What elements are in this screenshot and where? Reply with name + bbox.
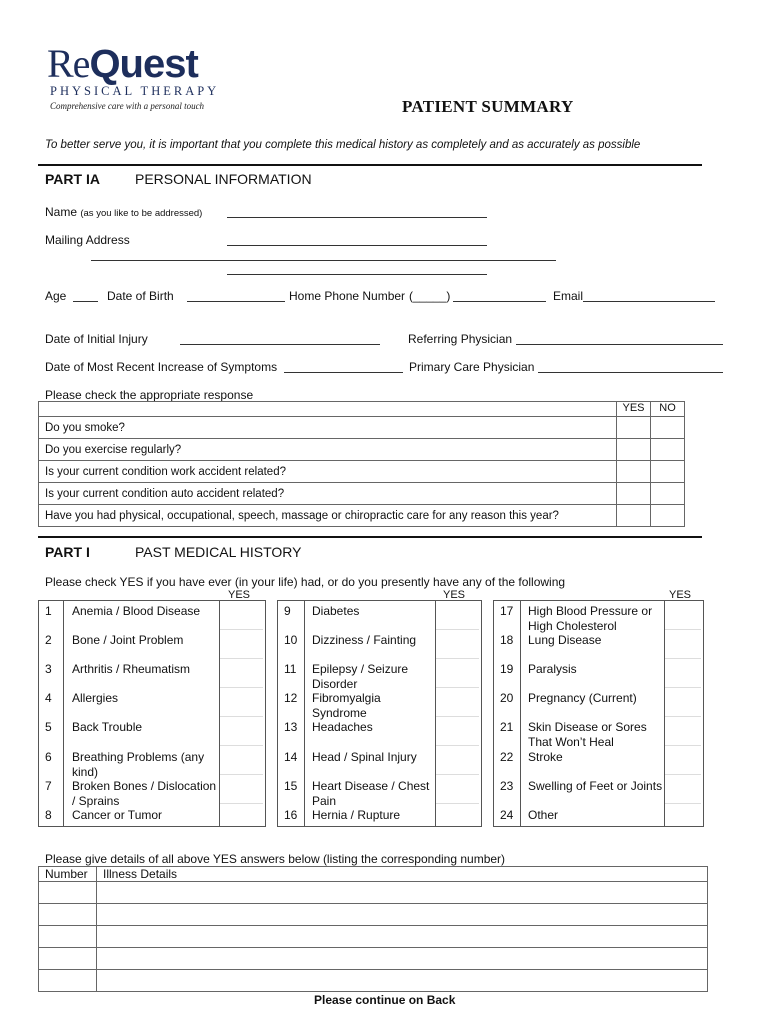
condition-number: 17: [500, 604, 514, 618]
condition-yes-box[interactable]: [665, 629, 701, 658]
condition-number: 19: [500, 662, 514, 676]
name-label: Name (as you like to be addressed): [45, 205, 203, 219]
condition-yes-box[interactable]: [436, 658, 479, 687]
condition-yes-box[interactable]: [436, 774, 479, 803]
initial-injury-field[interactable]: [180, 344, 380, 345]
table-row: [39, 926, 708, 948]
condition-yes-box[interactable]: [665, 658, 701, 687]
condition-yes-box[interactable]: [220, 774, 263, 803]
condition-number: 3: [45, 662, 52, 676]
condition-label: Cancer or Tumor: [72, 808, 163, 822]
question-prior-care: Have you had physical, occupational, speech, massage or chiropractic care for any reason this year?: [39, 505, 617, 527]
condition-yes-box[interactable]: [436, 600, 479, 629]
table-row: [39, 417, 685, 439]
condition-yes-box[interactable]: [665, 600, 701, 629]
yes-header-col1: YES: [228, 589, 251, 601]
work-accident-yes-box[interactable]: [617, 461, 651, 483]
table-row: [39, 505, 685, 527]
condition-yes-box[interactable]: [665, 803, 701, 825]
phone-field[interactable]: [453, 301, 546, 302]
smoke-no-box[interactable]: [651, 417, 685, 439]
exercise-yes-box[interactable]: [617, 439, 651, 461]
condition-number: 4: [45, 691, 52, 705]
footer-note: Please continue on Back: [314, 993, 456, 1007]
condition-label: High Blood Pressure or High Cholesterol: [528, 604, 653, 633]
logo-quest: Quest: [89, 42, 198, 86]
part-i-label: PART I: [45, 544, 90, 560]
condition-number: 6: [45, 750, 52, 764]
mailing-field-2[interactable]: [91, 260, 556, 261]
condition-label: Heart Disease / Chest Pain: [312, 779, 430, 808]
condition-yes-box[interactable]: [665, 716, 701, 745]
yes-header-col2: YES: [443, 589, 466, 601]
table-row: [39, 970, 708, 992]
condition-label: Paralysis: [528, 662, 577, 676]
condition-label: Skin Disease or Sores That Won’t Heal: [528, 720, 647, 749]
table-row: [39, 882, 708, 904]
details-number-cell[interactable]: [39, 926, 97, 948]
condition-number: 18: [500, 633, 514, 647]
details-number-cell[interactable]: [39, 904, 97, 926]
condition-label: Broken Bones / Dislocation / Sprains: [72, 779, 217, 808]
condition-yes-box[interactable]: [220, 629, 263, 658]
details-header-row: [39, 867, 708, 882]
yes-header: YES: [617, 402, 651, 417]
no-header: NO: [651, 402, 685, 417]
condition-number: 16: [284, 808, 298, 822]
logo: [47, 41, 198, 86]
initial-injury-label: Date of Initial Injury: [45, 332, 148, 346]
name-note: (as you like to be addressed): [80, 208, 203, 219]
question-work-accident: Is your current condition work accident related?: [39, 461, 617, 483]
name-field[interactable]: [227, 217, 487, 218]
smoke-yes-box[interactable]: [617, 417, 651, 439]
condition-number: 7: [45, 779, 52, 793]
history-prompt: Please check YES if you have ever (in your life) had, or do you presently have any of the following: [45, 575, 566, 589]
logo-subtitle: PHYSICAL THERAPY: [50, 84, 220, 98]
details-illness-header: Illness Details: [97, 867, 708, 882]
condition-number: 23: [500, 779, 514, 793]
condition-yes-box[interactable]: [436, 629, 479, 658]
condition-number: 11: [284, 662, 297, 676]
condition-number: 14: [284, 750, 298, 764]
table-header-row: [39, 402, 685, 417]
email-field[interactable]: [583, 301, 715, 302]
condition-number: 2: [45, 633, 52, 647]
details-text-cell[interactable]: [97, 882, 708, 904]
age-label: Age: [45, 289, 67, 303]
phone-area[interactable]: (_____): [409, 289, 451, 303]
condition-number: 22: [500, 750, 514, 764]
primary-care-field[interactable]: [538, 372, 723, 373]
referring-field[interactable]: [516, 344, 723, 345]
condition-number: 21: [500, 720, 514, 734]
details-prompt: Please give details of all above YES answers below (listing the corresponding number): [45, 852, 506, 866]
logo-re: Re: [47, 41, 90, 86]
condition-label: Lung Disease: [528, 633, 602, 647]
details-table: [38, 866, 708, 992]
condition-label: Allergies: [72, 691, 119, 705]
prior-care-yes-box[interactable]: [617, 505, 651, 527]
condition-label: Stroke: [528, 750, 563, 764]
condition-number: 15: [284, 779, 298, 793]
condition-yes-box[interactable]: [220, 745, 263, 774]
condition-label: Dizziness / Fainting: [312, 633, 417, 647]
logo-tagline: Comprehensive care with a personal touch: [50, 101, 205, 111]
table-row: [39, 483, 685, 505]
condition-label: Other: [528, 808, 559, 822]
condition-yes-box[interactable]: [436, 716, 479, 745]
part-i-heading: PAST MEDICAL HISTORY: [135, 544, 302, 560]
condition-number: 20: [500, 691, 514, 705]
details-text-cell[interactable]: [97, 948, 708, 970]
email-label: Email: [553, 289, 584, 303]
mailing-field-3[interactable]: [227, 274, 487, 275]
phone-label: Home Phone Number: [289, 289, 406, 303]
details-number-header: Number: [39, 867, 97, 882]
age-field[interactable]: [73, 301, 98, 302]
details-number-cell[interactable]: [39, 970, 97, 992]
condition-label: Bone / Joint Problem: [72, 633, 184, 647]
condition-label: Arthritis / Rheumatism: [72, 662, 191, 676]
condition-number: 13: [284, 720, 298, 734]
details-text-cell[interactable]: [97, 926, 708, 948]
condition-number: 24: [500, 808, 514, 822]
condition-label: Anemia / Blood Disease: [72, 604, 201, 618]
questions-table: [38, 401, 685, 527]
condition-yes-box[interactable]: [436, 687, 479, 716]
condition-yes-box[interactable]: [665, 774, 701, 803]
table-row: [39, 948, 708, 970]
primary-care-label: Primary Care Physician: [409, 360, 535, 374]
condition-number: 5: [45, 720, 52, 734]
condition-label: Diabetes: [312, 604, 360, 618]
part-ia-rule: [38, 164, 702, 166]
condition-yes-box[interactable]: [665, 687, 701, 716]
condition-number: 10: [284, 633, 298, 647]
details-text-cell[interactable]: [97, 904, 708, 926]
condition-label: Head / Spinal Injury: [312, 750, 417, 764]
yes-header-col3: YES: [669, 589, 692, 601]
condition-label: Back Trouble: [72, 720, 143, 734]
question-exercise: Do you exercise regularly?: [39, 439, 617, 461]
question-auto-accident: Is your current condition auto accident related?: [39, 483, 617, 505]
condition-number: 8: [45, 808, 52, 822]
condition-label: Fibromyalgia Syndrome: [312, 691, 381, 720]
part-ia-heading: PERSONAL INFORMATION: [135, 171, 312, 187]
part-ia-label: PART IA: [45, 171, 100, 187]
condition-number: 12: [284, 691, 298, 705]
condition-yes-box[interactable]: [436, 745, 479, 774]
auto-accident-yes-box[interactable]: [617, 483, 651, 505]
condition-number: 1: [45, 604, 52, 618]
details-text-cell[interactable]: [97, 970, 708, 992]
table-row: [39, 439, 685, 461]
condition-label: Headaches: [312, 720, 373, 734]
condition-yes-box[interactable]: [220, 803, 263, 825]
details-number-cell[interactable]: [39, 948, 97, 970]
dob-field[interactable]: [187, 301, 285, 302]
mailing-label: Mailing Address: [45, 233, 130, 247]
condition-yes-box[interactable]: [665, 745, 701, 774]
condition-yes-box[interactable]: [220, 600, 263, 629]
part-i-rule: [38, 536, 702, 538]
condition-label: Swelling of Feet or Joints: [528, 779, 663, 793]
page-title: PATIENT SUMMARY: [402, 97, 574, 116]
check-prompt: Please check the appropriate response: [45, 388, 254, 402]
condition-label: Pregnancy (Current): [528, 691, 637, 705]
question-smoke: Do you smoke?: [39, 417, 617, 439]
condition-number: 9: [284, 604, 291, 618]
table-row: [39, 461, 685, 483]
dob-label: Date of Birth: [107, 289, 174, 303]
condition-yes-box[interactable]: [220, 658, 263, 687]
recent-symptoms-label: Date of Most Recent Increase of Symptoms: [45, 360, 278, 374]
referring-label: Referring Physician: [408, 332, 513, 346]
auto-accident-no-box[interactable]: [651, 483, 685, 505]
recent-symptoms-field[interactable]: [284, 372, 403, 373]
intro-text: To better serve you, it is important that you complete this medical history as completely and as accurately as possible: [45, 139, 641, 151]
work-accident-no-box[interactable]: [651, 461, 685, 483]
condition-label: Hernia / Rupture: [312, 808, 401, 822]
mailing-field-1[interactable]: [227, 245, 487, 246]
condition-yes-box[interactable]: [220, 716, 263, 745]
details-number-cell[interactable]: [39, 882, 97, 904]
exercise-no-box[interactable]: [651, 439, 685, 461]
prior-care-no-box[interactable]: [651, 505, 685, 527]
condition-label: Epilepsy / Seizure Disorder: [312, 662, 409, 691]
table-row: [39, 904, 708, 926]
condition-yes-box[interactable]: [436, 803, 479, 825]
condition-yes-box[interactable]: [220, 687, 263, 716]
condition-label: Breathing Problems (any kind): [72, 750, 205, 779]
